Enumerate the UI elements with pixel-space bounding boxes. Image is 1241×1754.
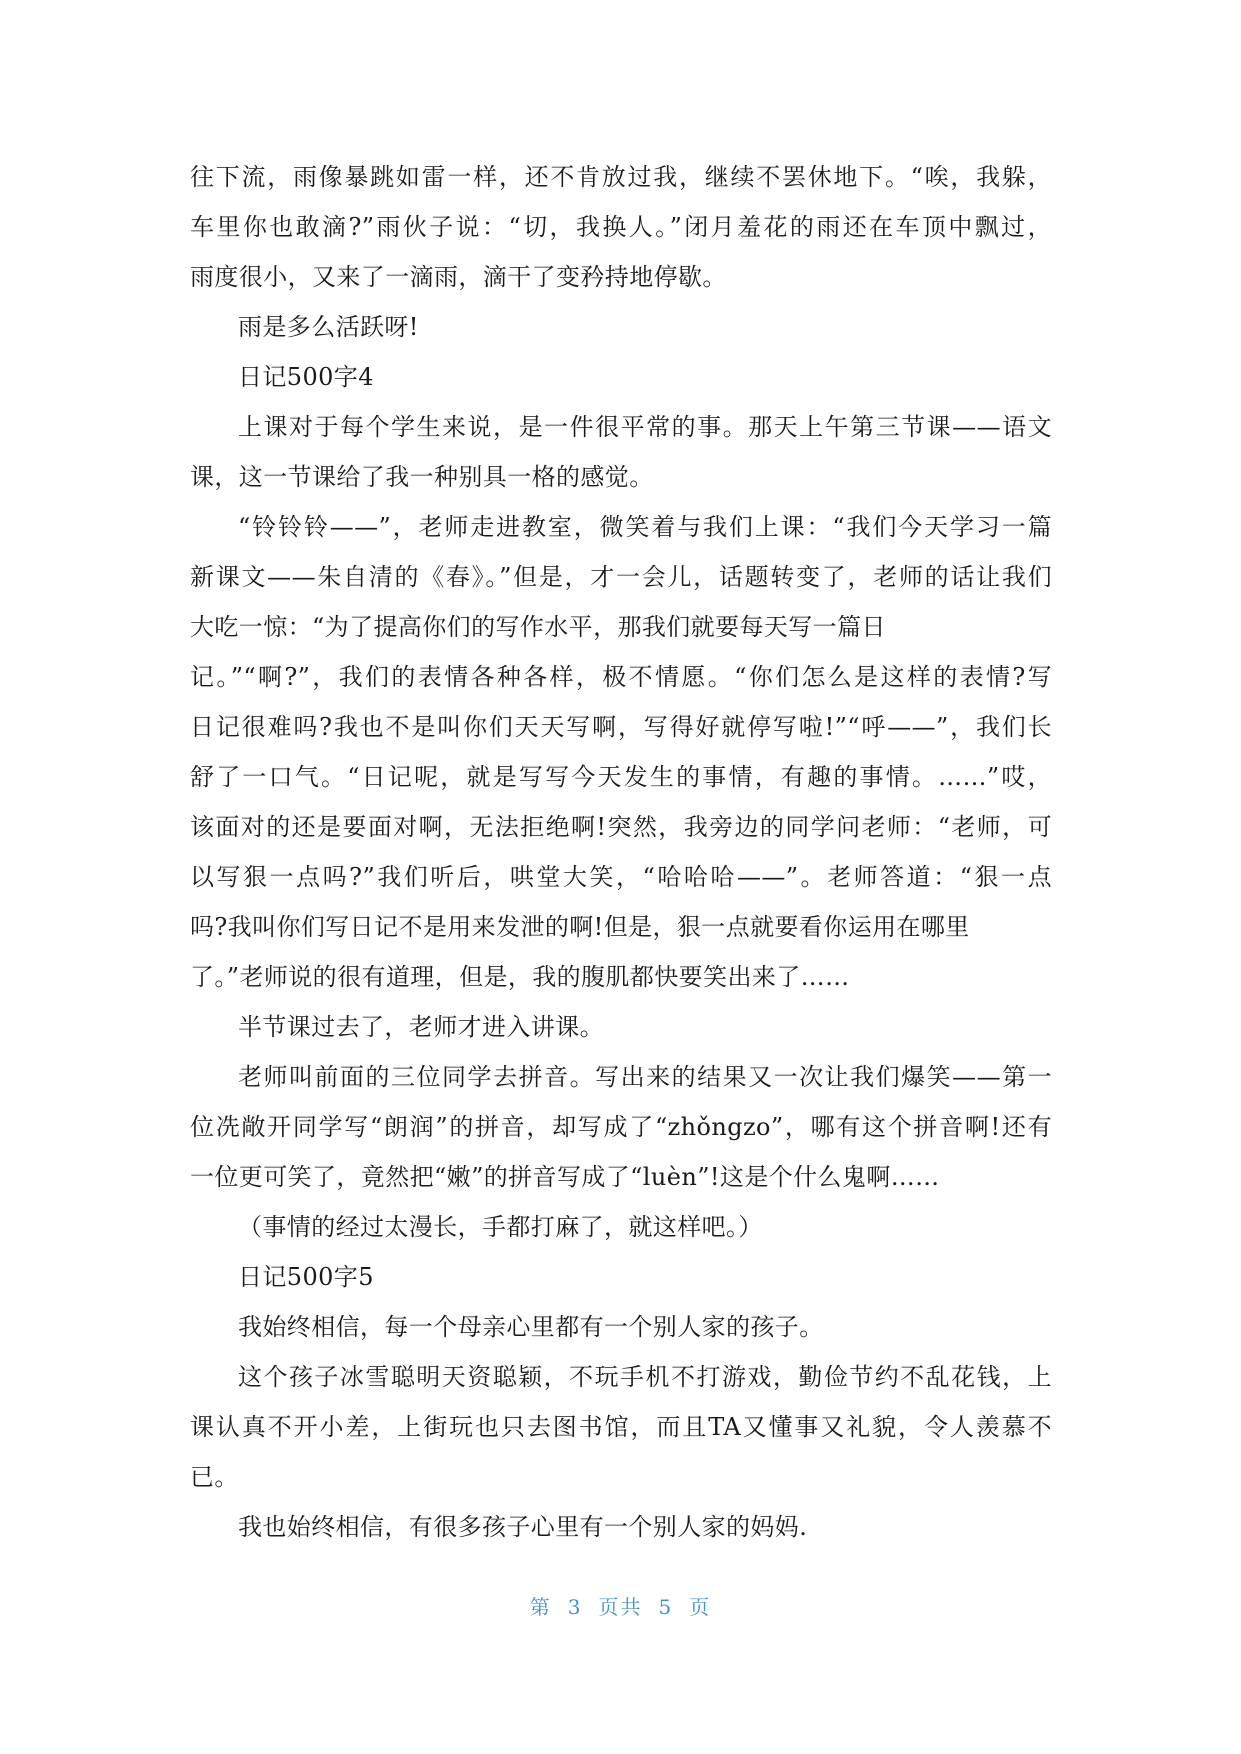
text-line: 位冼敞开同学写“朗润”的拼音，却写成了“zhǒngzo”，哪有这个拼音啊!还有	[190, 1113, 1052, 1141]
text-line: 车里你也敢滴?”雨伙子说：“切，我换人。”闭月羞花的雨还在车顶中飘过，	[190, 213, 1052, 241]
text-line: （事情的经过太漫长，手都打麻了，就这样吧。）	[238, 1213, 763, 1241]
page-footer	[0, 1591, 1241, 1620]
text-line: 我也始终相信，有很多孩子心里有一个别人家的妈妈.	[238, 1513, 808, 1541]
text-line: “铃铃铃——”，老师走进教室，微笑着与我们上课：“我们今天学习一篇	[238, 513, 1052, 541]
text-line: 雨是多么活跃呀!	[238, 313, 419, 341]
text-line: 记。”“啊?”，我们的表情各种各样，极不情愿。“你们怎么是这样的表情?写	[190, 663, 1052, 691]
text-line: 大吃一惊：“为了提高你们的写作水平，那我们就要每天写一篇日	[190, 613, 886, 641]
text-line: 老师叫前面的三位同学去拼音。写出来的结果又一次让我们爆笑——第一	[238, 1063, 1052, 1091]
text-line: 我始终相信，每一个母亲心里都有一个别人家的孩子。	[238, 1313, 824, 1341]
text-line: 半节课过去了，老师才进入讲课。	[238, 1013, 604, 1041]
section-heading: 日记500字5	[238, 1263, 374, 1291]
footer-suffix: 页	[689, 1595, 712, 1619]
text-line: 一位更可笑了，竟然把“嫩”的拼音写成了“luèn”!这是个什么鬼啊……	[190, 1163, 940, 1191]
text-line: 课，这一节课给了我一种别具一格的感觉。	[190, 463, 654, 491]
section-heading: 日记500字4	[238, 363, 374, 391]
text-line: 以写狠一点吗?”我们听后，哄堂大笑，“哈哈哈——”。老师答道：“狠一点	[190, 863, 1052, 891]
footer-prefix: 第	[529, 1595, 552, 1619]
total-page-number: 5	[658, 1595, 674, 1619]
text-line: 已。	[190, 1463, 239, 1491]
document-body	[190, 152, 1052, 1552]
text-line: 日记很难吗?我也不是叫你们天天写啊，写得好就停写啦!”“呼——”，我们长	[190, 713, 1052, 741]
current-page-number: 3	[567, 1595, 583, 1619]
footer-middle: 页共	[598, 1595, 643, 1619]
text-line: 上课对于每个学生来说，是一件很平常的事。那天上午第三节课——语文	[238, 413, 1052, 441]
text-line: 课认真不开小差，上街玩也只去图书馆，而且TA又懂事又礼貌，令人羡慕不	[190, 1413, 1052, 1441]
text-line: 新课文——朱自清的《春》。”但是，才一会儿，话题转变了，老师的话让我们	[190, 563, 1052, 591]
text-line: 吗?我叫你们写日记不是用来发泄的啊!但是，狠一点就要看你运用在哪里	[190, 913, 970, 941]
text-line: 该面对的还是要面对啊，无法拒绝啊!突然，我旁边的同学问老师：“老师，可	[190, 813, 1052, 841]
text-line: 了。”老师说的很有道理，但是，我的腹肌都快要笑出来了……	[190, 963, 850, 991]
text-line: 往下流，雨像暴跳如雷一样，还不肯放过我，继续不罢休地下。“唉，我躲，	[190, 163, 1052, 191]
text-line: 雨度很小，又来了一滴雨，滴干了变矜持地停歇。	[190, 263, 727, 291]
text-line: 这个孩子冰雪聪明天资聪颖，不玩手机不打游戏，勤俭节约不乱花钱，上	[238, 1363, 1052, 1391]
text-line: 舒了一口气。“日记呢，就是写写今天发生的事情，有趣的事情。……”哎，	[190, 763, 1052, 791]
